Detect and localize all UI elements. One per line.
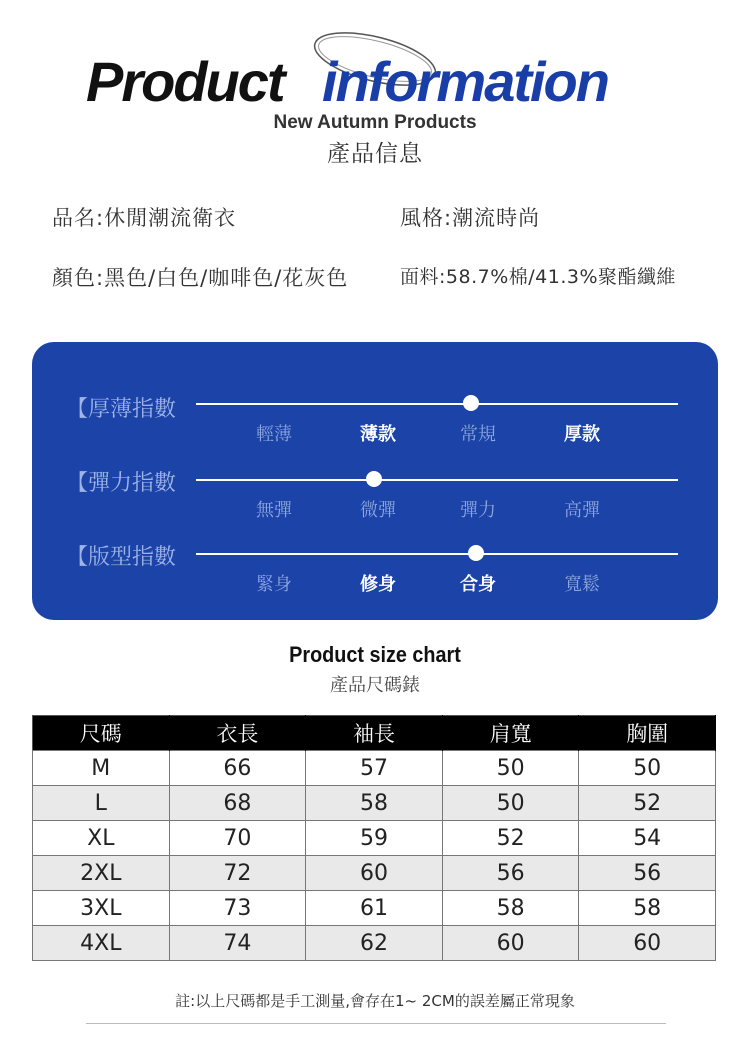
table-row xyxy=(33,926,716,961)
header-shoulder: 肩寬 xyxy=(442,716,579,751)
product-fabric: 面料:58.7%棉/41.3%聚酯纖維 xyxy=(400,266,677,288)
fit-index-track xyxy=(196,553,678,555)
table-header-row xyxy=(33,716,716,751)
table-row xyxy=(33,856,716,891)
table-cell: 58 xyxy=(579,891,716,926)
header-length: 衣長 xyxy=(169,716,306,751)
table-row xyxy=(33,821,716,856)
elasticity-index-title: 【彈力指數 xyxy=(66,471,177,496)
table-cell: 50 xyxy=(442,751,579,786)
measurement-note: 註:以上尺碼都是手工測量,會存在1~ 2CM的誤差屬正常現象 xyxy=(175,992,575,1010)
fit-option: 修身 xyxy=(360,574,396,595)
product-name: 品名:休閒潮流衛衣 xyxy=(52,206,237,230)
table-cell: 52 xyxy=(442,821,579,856)
size-chart-subtitle: 產品尺碼錶 xyxy=(330,675,420,696)
subtitle-english: New Autumn Products xyxy=(273,112,477,133)
table-cell: 2XL xyxy=(33,856,170,891)
table-cell: 72 xyxy=(169,856,306,891)
table-cell: 60 xyxy=(306,856,443,891)
table-cell: 50 xyxy=(442,786,579,821)
table-cell: 57 xyxy=(306,751,443,786)
table-cell: 74 xyxy=(169,926,306,961)
fit-index-title: 【版型指數 xyxy=(66,545,177,570)
table-cell: 50 xyxy=(579,751,716,786)
table-cell: 73 xyxy=(169,891,306,926)
elasticity-option: 微彈 xyxy=(360,500,396,521)
thickness-index-title: 【厚薄指數 xyxy=(66,397,177,422)
subtitle-chinese: 產品信息 xyxy=(327,141,423,167)
table-row xyxy=(33,891,716,926)
table-cell: 54 xyxy=(579,821,716,856)
product-colors: 顏色:黑色/白色/咖啡色/花灰色 xyxy=(52,266,349,290)
title-word-product: Product xyxy=(86,50,284,113)
title-word-information: information xyxy=(322,50,608,113)
table-cell: 66 xyxy=(169,751,306,786)
thickness-option: 常規 xyxy=(460,424,496,445)
header xyxy=(0,20,750,167)
elasticity-option: 無彈 xyxy=(256,500,292,521)
table-cell: 3XL xyxy=(33,891,170,926)
product-style: 風格:潮流時尚 xyxy=(400,206,541,230)
table-cell: 56 xyxy=(442,856,579,891)
table-cell: M xyxy=(33,751,170,786)
table-cell: 4XL xyxy=(33,926,170,961)
elasticity-index-track xyxy=(196,479,678,481)
size-chart-title: Product size chart xyxy=(289,642,461,667)
header-size: 尺碼 xyxy=(33,716,170,751)
footer-divider xyxy=(86,1023,666,1024)
table-cell: 56 xyxy=(579,856,716,891)
thickness-index-track xyxy=(196,403,678,405)
elasticity-option: 彈力 xyxy=(460,500,496,521)
table-cell: 59 xyxy=(306,821,443,856)
thickness-option: 輕薄 xyxy=(256,424,292,445)
fit-option: 合身 xyxy=(460,574,496,595)
thickness-option: 厚款 xyxy=(564,424,600,445)
index-panel xyxy=(32,342,718,620)
table-cell: 62 xyxy=(306,926,443,961)
fit-option: 緊身 xyxy=(256,574,292,595)
fit-index-marker xyxy=(468,545,484,561)
table-cell: 68 xyxy=(169,786,306,821)
table-row xyxy=(33,751,716,786)
table-cell: 58 xyxy=(306,786,443,821)
fit-option: 寬鬆 xyxy=(564,574,600,595)
table-cell: 60 xyxy=(442,926,579,961)
table-cell: 58 xyxy=(442,891,579,926)
elasticity-index-marker xyxy=(366,471,382,487)
size-table xyxy=(32,715,716,961)
header-chest: 胸圍 xyxy=(579,716,716,751)
table-cell: 70 xyxy=(169,821,306,856)
header-sleeve: 袖長 xyxy=(306,716,443,751)
table-row xyxy=(33,786,716,821)
table-cell: 61 xyxy=(306,891,443,926)
table-cell: 60 xyxy=(579,926,716,961)
thickness-option: 薄款 xyxy=(360,424,396,445)
thickness-index-marker xyxy=(463,395,479,411)
table-cell: L xyxy=(33,786,170,821)
table-cell: 52 xyxy=(579,786,716,821)
elasticity-option: 高彈 xyxy=(564,500,600,521)
table-cell: XL xyxy=(33,821,170,856)
